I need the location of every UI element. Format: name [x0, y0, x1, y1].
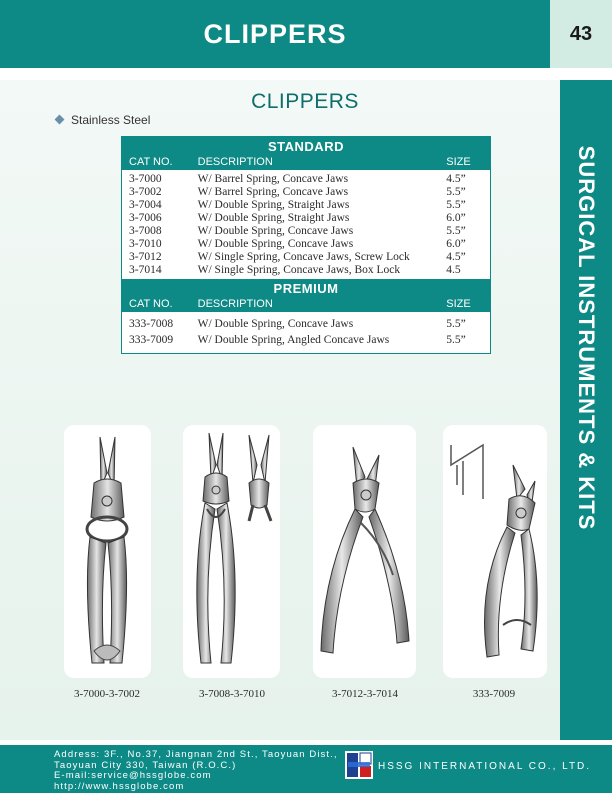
size-cell: 5.5” [446, 225, 466, 237]
angled-clipper-icon [443, 425, 547, 678]
col-description: DESCRIPTION [197, 298, 273, 310]
table-row [122, 264, 490, 277]
description-cell: W/ Barrel Spring, Concave Jaws [197, 173, 349, 185]
product-label: 3-7000-3-7002 [74, 688, 140, 700]
description-cell: W/ Double Spring, Straight Jaws [197, 199, 350, 211]
material-text: Stainless Steel [71, 113, 151, 127]
footer-address [54, 750, 338, 792]
table-row [122, 251, 490, 264]
cat-no-cell: 3-7014 [129, 264, 162, 276]
standard-rows [122, 170, 490, 279]
description-cell: W/ Barrel Spring, Concave Jaws [197, 186, 349, 198]
product-label: 333-7009 [472, 688, 516, 700]
side-banner-text: SURGICAL INSTRUMENTS & KITS [574, 145, 599, 531]
table-row [122, 199, 490, 212]
table-row [122, 238, 490, 251]
size-cell: 5.5” [446, 199, 466, 211]
page-title: CLIPPERS [203, 19, 347, 49]
col-cat-no: CAT NO. [129, 156, 173, 168]
email-line: E-mail:service@hssglobe.com [54, 770, 212, 781]
description-cell: W/ Double Spring, Angled Concave Jaws [197, 334, 390, 346]
cat-no-cell: 3-7000 [129, 173, 162, 185]
cat-no-cell: 3-7004 [129, 199, 162, 211]
cat-no-cell: 3-7008 [129, 225, 162, 237]
description-cell: W/ Double Spring, Concave Jaws [197, 238, 354, 250]
spec-table [121, 136, 491, 354]
address-line: Taoyuan City 330, Taiwan (R.O.C.) [54, 759, 237, 771]
product-card [64, 425, 151, 678]
col-description: DESCRIPTION [197, 156, 273, 168]
table-row [122, 212, 490, 225]
double-spring-clipper-icon [183, 425, 280, 678]
size-cell: 5.5” [446, 186, 466, 198]
size-cell: 6.0” [446, 238, 466, 250]
material-bullet [56, 113, 150, 127]
table-row [122, 173, 490, 186]
address-line: Address: 3F., No.37, Jiangnan 2nd St., Taoyuan Dist., [54, 749, 338, 760]
product-card [183, 425, 280, 678]
table-row [122, 332, 490, 348]
description-cell: W/ Single Spring, Concave Jaws, Box Lock [197, 264, 401, 276]
table-row [122, 225, 490, 238]
cat-no-cell: 333-7008 [129, 318, 174, 330]
table-row [122, 316, 490, 332]
product-label: 3-7008-3-7010 [199, 688, 265, 700]
size-cell: 4.5” [446, 173, 466, 185]
barrel-spring-clipper-icon [64, 425, 151, 678]
hssg-logo-icon [345, 751, 373, 779]
single-spring-clipper-icon [313, 425, 416, 678]
table-row [122, 186, 490, 199]
product-label: 3-7012-3-7014 [332, 688, 398, 700]
size-cell: 5.5” [446, 318, 466, 330]
product-card [313, 425, 416, 678]
description-cell: W/ Double Spring, Concave Jaws [197, 318, 354, 330]
cat-no-cell: 333-7009 [129, 334, 174, 346]
premium-rows [122, 312, 490, 350]
product-card [443, 425, 547, 678]
standard-header [122, 137, 490, 170]
premium-title: PREMIUM [273, 281, 339, 296]
column-headers [122, 155, 490, 170]
premium-header [122, 279, 490, 312]
cat-no-cell: 3-7002 [129, 186, 162, 198]
col-size: SIZE [446, 156, 471, 168]
cat-no-cell: 3-7006 [129, 212, 162, 224]
size-cell: 4.5” [446, 251, 466, 263]
page-number: 43 [569, 23, 593, 45]
cat-no-cell: 3-7012 [129, 251, 162, 263]
standard-title: STANDARD [268, 139, 344, 154]
col-cat-no: CAT NO. [129, 298, 173, 310]
company-name: HSSG INTERNATIONAL CO., LTD. [378, 761, 592, 772]
description-cell: W/ Double Spring, Concave Jaws [197, 225, 354, 237]
col-size: SIZE [446, 298, 471, 310]
size-cell: 6.0” [446, 212, 466, 224]
cat-no-cell: 3-7010 [129, 238, 162, 250]
column-headers [122, 297, 490, 312]
description-cell: W/ Single Spring, Concave Jaws, Screw Lock [197, 251, 410, 263]
diamond-bullet-icon [55, 115, 65, 125]
size-cell: 4.5 [446, 264, 461, 276]
website-line: http://www.hssglobe.com [54, 780, 185, 792]
size-cell: 5.5” [446, 334, 466, 346]
section-title: CLIPPERS [251, 90, 359, 113]
description-cell: W/ Double Spring, Straight Jaws [197, 212, 350, 224]
